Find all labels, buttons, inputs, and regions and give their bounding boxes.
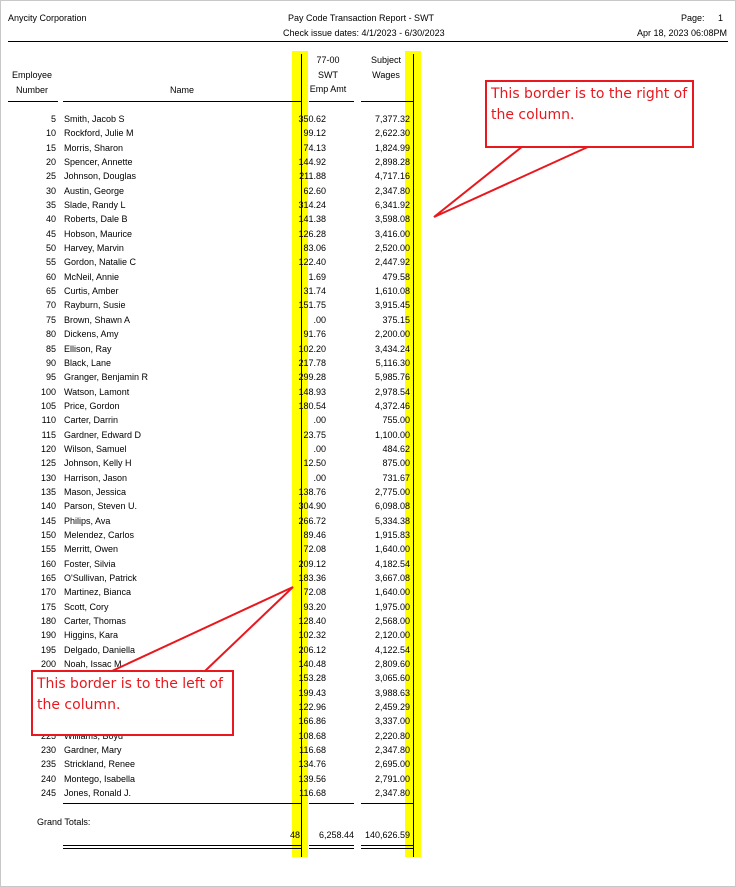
swt-amount: 183.36	[298, 573, 326, 583]
company-name: Anycity Corporation	[8, 13, 87, 23]
subject-wages: 5,116.30	[375, 357, 410, 368]
swt-amount: 102.32	[298, 630, 326, 641]
employee-name: Granger, Benjamin R	[64, 372, 149, 383]
employee-number: 240	[40, 773, 56, 784]
employee-name: Black, Lane	[64, 357, 112, 368]
swt-amount: 122.96	[298, 702, 326, 713]
employee-number: 120	[40, 443, 56, 454]
subject-wages: 4,372.46	[374, 400, 410, 411]
employee-number: 95	[45, 372, 56, 383]
swt-amount: 144.92	[298, 157, 326, 168]
employee-name: Rayburn, Susie	[64, 300, 126, 311]
employee-name: Philips, Ava	[64, 515, 111, 526]
swt-amount: 166.86	[298, 716, 326, 727]
subject-wages: 2,898.28	[374, 157, 410, 168]
employee-number: 125	[40, 458, 56, 469]
employee-number: 55	[45, 257, 56, 268]
employee-name: Dickens, Amy	[64, 329, 119, 340]
employee-number: 10	[45, 128, 56, 139]
check-issue-dates: Check issue dates: 4/1/2023 - 6/30/2023	[283, 28, 445, 38]
employee-number: 100	[40, 386, 56, 397]
swt-amount: 116.68	[299, 745, 326, 756]
employee-number: 190	[40, 630, 56, 641]
swt-amount: 128.40	[298, 616, 326, 627]
swt-amount: 217.78	[298, 357, 326, 368]
swt-amount: 148.93	[298, 386, 326, 397]
report-title: Pay Code Transaction Report - SWT	[288, 13, 435, 23]
employee-number: 25	[45, 171, 56, 182]
employee-name: O'Sullivan, Patrick	[64, 573, 137, 583]
subject-wages: 3,337.00	[374, 716, 410, 727]
subject-wages: 6,098.08	[374, 501, 410, 512]
page-number: 1	[718, 13, 724, 23]
employee-number: 45	[45, 228, 56, 239]
employee-number: 160	[40, 558, 56, 569]
swt-header-line2: SWT	[318, 69, 338, 80]
employee-number: 85	[45, 343, 56, 354]
employee-name: Delgado, Daniella	[64, 644, 136, 655]
swt-amount: .00	[313, 472, 326, 483]
subject-wages: 2,809.60	[374, 659, 410, 670]
swt-amount: 180.54	[298, 400, 326, 411]
employee-name: Austin, George	[64, 185, 125, 196]
employee-name: Spencer, Annette	[64, 157, 133, 168]
employee-number: 235	[40, 759, 56, 770]
swt-amount: 102.20	[298, 343, 326, 354]
subject-wages: 1,824.99	[374, 142, 410, 153]
swt-amount: 139.56	[298, 773, 326, 784]
swt-amount: .00	[313, 415, 326, 426]
employee-name: Watson, Lamont	[64, 386, 130, 397]
employee-number: 20	[45, 157, 56, 168]
subject-wages: 755.00	[382, 415, 410, 426]
subject-wages: 1,640.00	[374, 544, 410, 555]
employee-name: Noah, Issac M.	[64, 659, 125, 670]
swt-amount: 83.06	[303, 243, 326, 254]
employee-name: Harrison, Jason	[64, 472, 128, 483]
employee-number: 105	[40, 400, 56, 411]
run-date: Apr 18, 2023 06:08PM	[636, 28, 727, 38]
employee-name: Brown, Shawn A	[64, 314, 131, 325]
employee-name: Melendez, Carlos	[64, 529, 135, 540]
right-callout-arrow	[434, 146, 590, 217]
subject-wages: 2,520.00	[374, 243, 410, 254]
subject-wages: 7,377.32	[374, 114, 410, 124]
subject-wages: 5,985.76	[374, 372, 410, 383]
subject-wages: 2,622.30	[374, 128, 410, 139]
employee-number: 175	[40, 601, 56, 612]
employee-name: Carter, Thomas	[64, 616, 126, 627]
swt-amount: 266.72	[298, 515, 326, 526]
swt-amount: 314.24	[298, 200, 326, 211]
subject-wages: 3,598.08	[374, 214, 410, 225]
subject-wages: 5,334.38	[374, 515, 410, 526]
swt-amount: .00	[313, 443, 326, 454]
swt-header-line3: Emp Amt	[309, 84, 347, 94]
total-swt: 6,258.44	[318, 830, 354, 840]
employee-number: 165	[40, 573, 56, 583]
employee-name: Slade, Randy L	[64, 200, 126, 211]
subject-wages: 1,975.00	[374, 601, 410, 612]
employee-name: Jones, Ronald J.	[64, 788, 132, 799]
swt-amount: 99.12	[303, 128, 326, 139]
subject-wages: 2,347.80	[374, 788, 410, 799]
swt-amount: 74.13	[303, 142, 326, 153]
page-label: Page:	[681, 13, 705, 23]
employee-number: 15	[45, 142, 56, 153]
swt-amount: 91.76	[303, 329, 326, 340]
subject-wages: 4,122.54	[374, 644, 410, 655]
swt-amount: 206.12	[298, 644, 326, 655]
employee-number: 5	[50, 114, 56, 124]
swt-amount: 108.68	[298, 730, 326, 741]
subject-wages: 1,610.08	[374, 286, 410, 297]
employee-name: Hobson, Maurice	[64, 228, 133, 239]
employee-number: 80	[45, 329, 56, 340]
employee-number: 30	[45, 185, 56, 196]
employee-number: 140	[40, 501, 56, 512]
employee-number: 135	[40, 486, 56, 497]
subject-wages: 3,416.00	[374, 228, 410, 239]
employee-name: Gardner, Mary	[64, 745, 122, 756]
swt-amount: 211.88	[299, 171, 326, 182]
employee-name: Wilson, Samuel	[64, 443, 127, 454]
swt-amount: 122.40	[298, 257, 326, 268]
subject-wages: 2,791.00	[374, 773, 410, 784]
emp-number-header-line1: Employee	[11, 70, 53, 80]
employee-number: 200	[40, 659, 56, 670]
swt-amount: 93.20	[303, 601, 326, 612]
callout-right-border: This border is to the right of the column.	[485, 80, 694, 148]
employee-name: Harvey, Marvin	[64, 243, 124, 254]
employee-number: 170	[40, 587, 56, 598]
employee-name: Higgins, Kara	[64, 630, 119, 641]
subject-wages: 3,988.63	[374, 687, 410, 698]
total-wages: 140,626.59	[364, 830, 410, 840]
swt-amount: 126.28	[298, 228, 326, 239]
employee-name: Morris, Sharon	[64, 142, 124, 153]
employee-number: 130	[40, 472, 56, 483]
subject-wages: 1,100.00	[374, 429, 410, 440]
employee-number: 245	[40, 788, 56, 799]
subject-wages: 2,347.80	[374, 185, 410, 196]
employee-number: 65	[45, 286, 56, 297]
swt-amount: 151.75	[298, 300, 326, 311]
swt-amount: 89.46	[303, 529, 326, 540]
employee-number: 110	[41, 415, 56, 426]
callout-left-border: This border is to the left of the column.	[31, 670, 234, 736]
swt-amount: 304.90	[298, 501, 326, 512]
swt-amount: 134.76	[298, 759, 326, 770]
subject-wages: 3,434.24	[374, 343, 410, 354]
employee-name: Smith, Jacob S	[64, 114, 125, 124]
employee-name: Strickland, Renee	[64, 759, 136, 770]
swt-amount: 1.69	[308, 271, 326, 282]
employee-name: Foster, Silvia	[64, 558, 116, 569]
subject-wages: 2,775.00	[374, 486, 410, 497]
swt-amount: 116.68	[299, 788, 326, 799]
subject-wages: 731.67	[382, 472, 410, 483]
employee-name: Parson, Steven U.	[64, 501, 138, 512]
swt-amount: 12.50	[303, 458, 326, 469]
swt-amount: 23.75	[303, 429, 326, 440]
subject-wages: 484.62	[382, 443, 410, 454]
wages-header-line2: Wages	[372, 69, 400, 80]
employee-number: 230	[40, 745, 56, 756]
subject-wages: 875.00	[382, 458, 410, 469]
employee-number: 50	[45, 243, 56, 254]
swt-header-line1: 77-00	[316, 55, 340, 65]
employee-number: 150	[40, 529, 56, 540]
swt-amount: 299.28	[298, 372, 326, 383]
subject-wages: 375.15	[382, 314, 410, 325]
employee-name: McNeil, Annie	[64, 271, 120, 282]
employee-number: 180	[40, 616, 56, 627]
swt-amount: .00	[313, 314, 326, 325]
employee-number: 35	[45, 200, 56, 211]
swt-amount: 199.43	[298, 687, 326, 698]
employee-number: 40	[45, 214, 56, 225]
employee-number: 115	[41, 429, 56, 440]
employee-name: Montego, Isabella	[64, 773, 136, 784]
swt-amount: 31.74	[303, 286, 326, 297]
employee-name: Mason, Jessica	[64, 486, 127, 497]
subject-wages: 2,220.80	[374, 730, 410, 741]
subject-wages: 2,695.00	[374, 759, 410, 770]
emp-number-header-line2: Number	[15, 84, 48, 95]
subject-wages: 2,568.00	[374, 616, 410, 627]
employee-number: 145	[40, 515, 56, 526]
subject-wages: 2,447.92	[374, 257, 410, 268]
swt-amount: 350.62	[298, 114, 326, 124]
swt-amount: 209.12	[298, 558, 326, 569]
swt-amount: 138.76	[298, 486, 326, 497]
swt-amount: 72.08	[303, 587, 326, 598]
subject-wages: 6,341.92	[374, 200, 410, 211]
employee-number: 75	[45, 314, 56, 325]
subject-wages: 4,717.16	[374, 171, 410, 182]
employee-number: 195	[40, 644, 56, 655]
subject-wages: 1,915.83	[374, 529, 410, 540]
employee-name: Gordon, Natalie C	[64, 257, 137, 268]
employee-name: Carter, Darrin	[64, 415, 119, 426]
swt-amount: 141.38	[298, 214, 326, 225]
employee-name: Johnson, Douglas	[64, 171, 137, 182]
employee-number: 60	[45, 271, 56, 282]
name-header: Name	[169, 85, 194, 95]
employee-name: Price, Gordon	[64, 400, 120, 411]
subject-wages: 2,978.54	[374, 386, 410, 397]
subject-wages: 3,667.08	[374, 573, 410, 583]
employee-name: Merritt, Owen	[64, 544, 119, 555]
subject-wages: 2,459.29	[374, 702, 410, 713]
swt-amount: 140.48	[298, 659, 326, 670]
subject-wages: 2,120.00	[374, 630, 410, 641]
employee-name: Ellison, Ray	[64, 343, 112, 354]
employee-number: 155	[40, 544, 56, 555]
subject-wages: 2,347.80	[374, 745, 410, 756]
subject-wages: 1,640.00	[374, 587, 410, 598]
swt-amount: 62.60	[303, 185, 326, 196]
subject-wages: 3,915.45	[374, 300, 410, 311]
subject-wages: 2,200.00	[374, 329, 410, 340]
subject-wages: 4,182.54	[374, 558, 410, 569]
grand-totals-label: Grand Totals:	[37, 817, 91, 827]
employee-name: Rockford, Julie M	[64, 128, 134, 139]
swt-amount: 72.08	[303, 544, 326, 555]
employee-name: Gardner, Edward D	[64, 429, 142, 440]
employee-name: Johnson, Kelly H	[64, 458, 132, 469]
total-count: 48	[289, 830, 300, 840]
left-callout-arrow	[112, 587, 293, 671]
subject-wages: 3,065.60	[374, 673, 410, 684]
subject-wages: 479.58	[382, 271, 410, 282]
employee-name: Scott, Cory	[64, 601, 109, 612]
employee-name: Curtis, Amber	[64, 286, 119, 297]
employee-number: 90	[45, 357, 56, 368]
employee-name: Roberts, Dale B	[64, 214, 128, 225]
employee-name: Martinez, Bianca	[64, 587, 132, 598]
swt-amount: 153.28	[298, 673, 326, 684]
wages-header-line1: Subject	[370, 55, 402, 65]
employee-number: 70	[45, 300, 56, 311]
